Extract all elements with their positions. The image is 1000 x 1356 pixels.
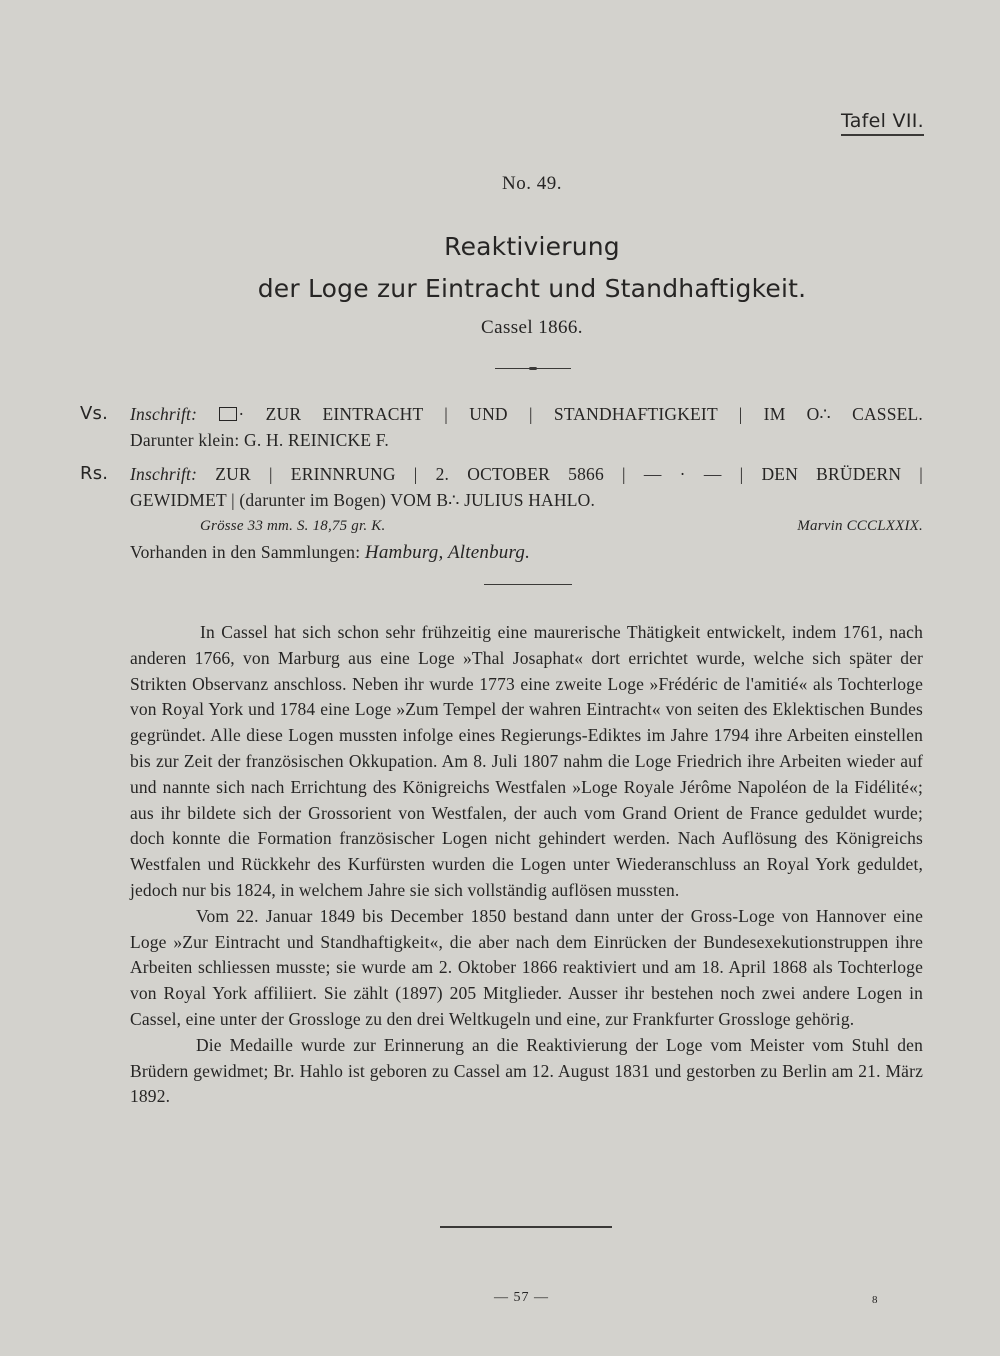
title-line-1: Reaktivierung: [444, 232, 620, 261]
signature-mark: 8: [872, 1294, 878, 1306]
paragraph-3: Die Medaille wurde zur Erinnerung an die Reaktivierung der Loge vom Meister vom Stuhl den Brüdern gewidmet; Br. Hahlo ist geboren zu Cassel am 12. August 1831 und gestorben zu Berlin am 21. März 1892.: [130, 1034, 923, 1107]
divider-bottom: [440, 1226, 612, 1228]
obverse-inscription-text: · ZUR EINTRACHT | UND | STANDHAFTIGKEIT | IM O∴ CASSEL.: [238, 404, 923, 424]
obverse-signature: Darunter klein: G. H. REINICKE F.: [130, 430, 389, 450]
paragraph-1: In Cassel hat sich schon sehr frühzeitig eine maurerische Thätigkeit entwickelt, indem 1761, nach anderen 1766, von Marburg aus eine Loge »Thal Josaphat« dort errichtet wurde, welche sich später der Strikten Observanz anschloss. Neben ihr wurde 1773 eine zweite Loge »Frédéric de l'amitié« als Tochterloge von Royal York und 1784 eine Loge »Zum Tempel der wahren Eintracht« von seiten des Eklektischen Bundes gegründet. Alle diese Logen mussten infolge eines Regierungs-Ediktes im Jahre 1794 ihre Arbeiten einstellen bis zur Zeit der französischen Okkupation. Am 8. Juli 1807 nahm die Loge Friedrich ihre Arbeiten wieder auf und nannte sich nach Errichtung des Königreichs Westfalen »Loge Royale Jérôme Napoléon de la Fidélité«; aus ihr bildete sich der Grossorient von Westfalen, der auch vom Grand Orient de France geduldet wurde; doch konnte die Formation französischer Logen nicht gehindert werden. Nach Auflösung des Königreichs Westfalen und Rückkehr des Kurfürsten wurden die Logen unter Wiederanschluss an Royal York geduldet, jedoch nur bis 1824, in welchem Jahre sie sich vollständig auflösen mussten.: [130, 622, 923, 900]
reverse-label: Rs.: [80, 463, 109, 484]
collections-label: Vorhanden in den Sammlungen:: [130, 542, 361, 562]
reverse-inscription: [130, 461, 923, 487]
obverse-description: [80, 401, 923, 453]
ornament-divider-top: [495, 368, 571, 369]
obverse-inscription-label: Inschrift:: [130, 404, 198, 424]
reverse-inscription-label: Inschrift:: [130, 464, 198, 484]
place-date: Cassel 1866.: [481, 317, 583, 338]
item-number: No. 49.: [502, 173, 562, 194]
body-text: [130, 620, 923, 1110]
plate-label: Tafel VII.: [841, 110, 924, 136]
size-weight: Grösse 33 mm. S. 18,75 gr. K.: [200, 518, 386, 534]
square-symbol-icon: [219, 407, 237, 421]
divider-middle: [484, 584, 572, 585]
obverse-inscription: [130, 401, 923, 427]
collections-line: [130, 539, 923, 566]
page-number: — 57 —: [494, 1290, 549, 1305]
reverse-description: [80, 461, 923, 566]
reverse-inscription-continued: GEWIDMET | (darunter im Bogen) VOM B∴ JULIUS HAHLO.: [130, 490, 596, 510]
size-reference-row: [130, 513, 923, 539]
title-line-2: der Loge zur Eintracht und Standhaftigkeit.: [257, 274, 807, 303]
reverse-inscription-text: ZUR | ERINNRUNG | 2. OCTOBER 5866 | — · — | DEN BRÜDERN |: [215, 464, 923, 484]
catalog-reference: Marvin CCCLXXIX.: [797, 518, 923, 534]
paragraph-2: Vom 22. Januar 1849 bis December 1850 bestand dann unter der Gross-Loge von Hannover eine Loge »Zur Eintracht und Standhaftigkeit«, die aber nach dem Einrücken der Bundesexekutionstruppen ihre Arbeiten schliessen musste; sie wurde am 2. Oktober 1866 reaktiviert und am 18. April 1868 als Tochterloge von Royal York affiliiert. Sie zählt (1897) 205 Mitglieder. Ausser ihr bestehen noch zwei andere Logen in Cassel, eine unter der Grossloge zu den drei Weltkugeln und eine, zur Frankfurter Grossloge gehörig.: [130, 905, 923, 1029]
page-title: [0, 226, 1000, 310]
collections-list: Hamburg, Altenburg.: [364, 542, 531, 563]
obverse-label: Vs.: [80, 403, 109, 424]
